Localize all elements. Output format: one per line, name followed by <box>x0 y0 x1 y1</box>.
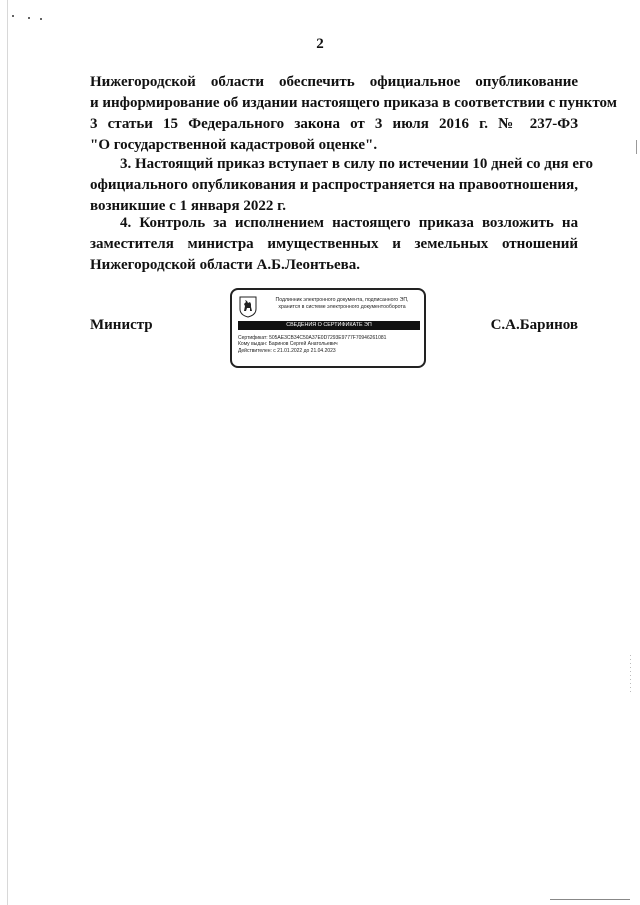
signatory-title: Министр <box>90 317 153 333</box>
stamp-certificate-bar: СВЕДЕНИЯ О СЕРТИФИКАТЕ ЭП <box>238 321 420 330</box>
text-line-1: Нижегородской области обеспечить официальное опубликование <box>90 74 579 90</box>
text-line-2: заместителя министра имущественных и земельных отношений <box>90 236 579 252</box>
text-line-3: Нижегородской области А.Б.Леонтьева. <box>90 257 360 273</box>
scan-bottom-line <box>550 899 630 900</box>
certificate-validity: Действителен: с 21.01.2022 до 21.04.2023 <box>238 347 336 354</box>
signatory-name: С.А.Баринов <box>490 317 578 333</box>
certificate-serial: Сертификат: 505AE3CB34C50A37E0D7293E9777F70946261081 <box>238 335 387 341</box>
electronic-signature-stamp <box>230 288 426 368</box>
paragraph-3 <box>90 154 593 217</box>
paragraph-continuation <box>90 72 617 156</box>
text-line-3: 3 статьи 15 Федерального закона от 3 июля 2016 г. № 237-ФЗ <box>90 116 579 132</box>
stamp-header-line-2: хранится в системе электронного документооборота <box>278 303 406 310</box>
stamp-details <box>238 335 422 354</box>
scan-edge-line <box>7 0 8 905</box>
stamp-header <box>260 297 424 310</box>
text-line-2: официального опубликования и распространяется на правоотношения, <box>90 177 579 193</box>
nizhny-novgorod-deer-emblem-icon <box>239 296 257 318</box>
scan-margin-dots <box>630 655 631 695</box>
text-line-3: возникшие с 1 января 2022 г. <box>90 198 287 214</box>
text-line-1: 4. Контроль за исполнением настоящего приказа возложить на <box>120 215 579 231</box>
page-number: 2 <box>316 36 324 52</box>
text-line-1: 3. Настоящий приказ вступает в силу по истечении 10 дней со дня его <box>120 156 593 172</box>
text-line-4: "О государственной кадастровой оценке". <box>90 137 378 153</box>
scan-margin-mark <box>636 140 637 154</box>
text-line-2: и информирование об издании настоящего приказа в соответствии с пунктом <box>90 95 617 111</box>
stamp-header-line-1: Подлинник электронного документа, подписанного ЭП, <box>275 297 409 303</box>
certificate-owner: Кому выдан: Баринов Сергей Анатольевич <box>238 341 338 348</box>
paragraph-4 <box>90 213 578 276</box>
